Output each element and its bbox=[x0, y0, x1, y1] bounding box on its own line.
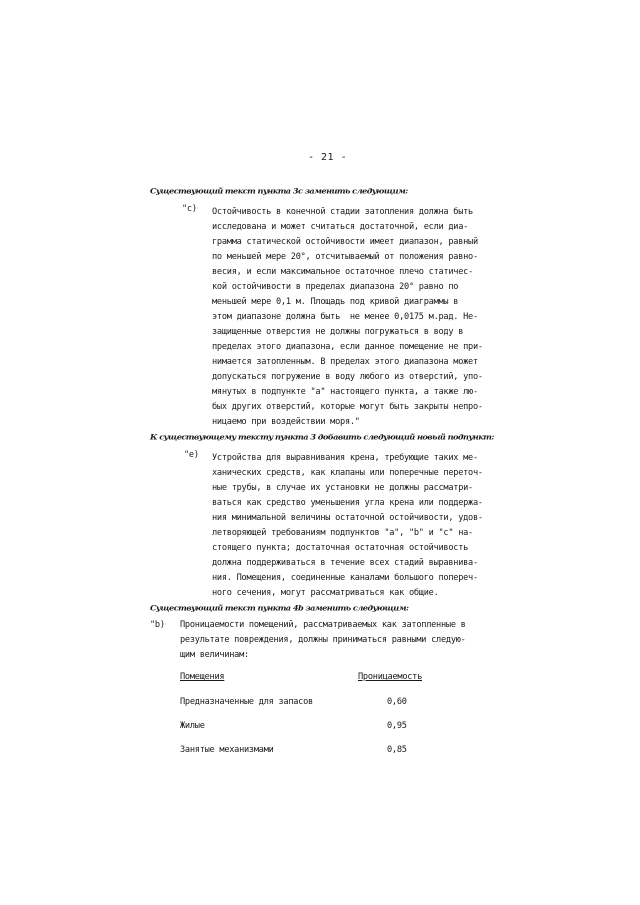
text-line: ния. Помещения, соединенные каналами большого попереч- bbox=[212, 573, 478, 583]
text-line: ницаемо при воздействии моря." bbox=[212, 417, 360, 427]
table-header-space: Помещения bbox=[180, 672, 225, 682]
text-line: допускаться погружение в воду любого из отверстий, упо- bbox=[212, 372, 483, 382]
text-line: летворяющей требованиям подпунктов "a", "b" и "c" на- bbox=[212, 528, 473, 538]
text-line: ваться как средство уменьшения угла крена или поддержа- bbox=[212, 498, 483, 508]
section-c-heading: Существующий текст пункта 3с заменить следующим: bbox=[150, 186, 408, 196]
table-row-value: 0,85 bbox=[387, 745, 407, 755]
section-c-label: "c) bbox=[182, 204, 197, 214]
text-line: пределах этого диапазона, если данное помещение не при- bbox=[212, 342, 483, 352]
text-line: бых других отверстий, которые могут быть закрыты непро- bbox=[212, 402, 483, 412]
text-line: ния минимальной величины остаточной остойчивости, удов- bbox=[212, 513, 483, 523]
text-line: Остойчивость в конечной стадии затопления должна быть bbox=[212, 207, 473, 217]
text-line: щим величинам: bbox=[180, 650, 249, 660]
section-e-label: "e) bbox=[184, 450, 199, 460]
text-line: стоящего пункта; достаточная остаточная остойчивость bbox=[212, 543, 469, 553]
text-line: по меньшей мере 20°, отсчитываемый от положения равно- bbox=[212, 252, 478, 262]
text-line: этом диапазоне должна быть не менее 0,0175 м.рад. Не- bbox=[212, 312, 478, 322]
text-line: ханических средств, как клапаны или поперечные переточ- bbox=[212, 468, 483, 478]
page-number: - 21 - bbox=[308, 152, 348, 163]
text-line: грамма статической остойчивости имеет диапазон, равный bbox=[212, 237, 478, 247]
section-e-heading: К существующему тексту пункта 3 добавить следующий новый подпункт: bbox=[150, 432, 494, 442]
text-line: Проницаемости помещений, рассматриваемых как затопленные в bbox=[180, 620, 466, 630]
text-line: ного сечения, могут рассматриваться как общие. bbox=[212, 588, 439, 598]
section-b-label: "b) bbox=[150, 620, 165, 630]
text-line: меньшей мере 0,1 м. Площадь под кривой диаграммы в bbox=[212, 297, 459, 307]
table-row-space: Занятые механизмами bbox=[180, 745, 274, 755]
table-row-value: 0,95 bbox=[387, 721, 407, 731]
text-line: защищенные отверстия не должны погружаться в воду в bbox=[212, 327, 464, 337]
section-b-heading: Существующий текст пункта 4b заменить следующим: bbox=[150, 603, 409, 613]
text-line: нимается затопленным. В пределах этого диапазона может bbox=[212, 357, 478, 367]
text-line: ные трубы, в случае их установки не должны рассматри- bbox=[212, 483, 473, 493]
text-line: мянутых в подпункте "а" настоящего пункта, а также лю- bbox=[212, 387, 478, 397]
table-row-value: 0,60 bbox=[387, 697, 407, 707]
text-line: кой остойчивости в пределах диапазона 20° равно по bbox=[212, 282, 459, 292]
text-line: Устройства для выравнивания крена, требующие таких ме- bbox=[212, 453, 478, 463]
text-line: результате повреждения, должны приниматься равными следую- bbox=[180, 635, 466, 645]
text-line: весия, и если максимальное остаточное плечо статичес- bbox=[212, 267, 473, 277]
table-row-space: Жилые bbox=[180, 721, 205, 731]
table-header-permeability: Проницаемость bbox=[358, 672, 423, 682]
text-line: должна поддерживаться в течение всех стадий выравнива- bbox=[212, 558, 478, 568]
text-line: исследована и может считаться достаточной, если диа- bbox=[212, 222, 469, 232]
table-row-space: Предназначенные для запасов bbox=[180, 697, 313, 707]
